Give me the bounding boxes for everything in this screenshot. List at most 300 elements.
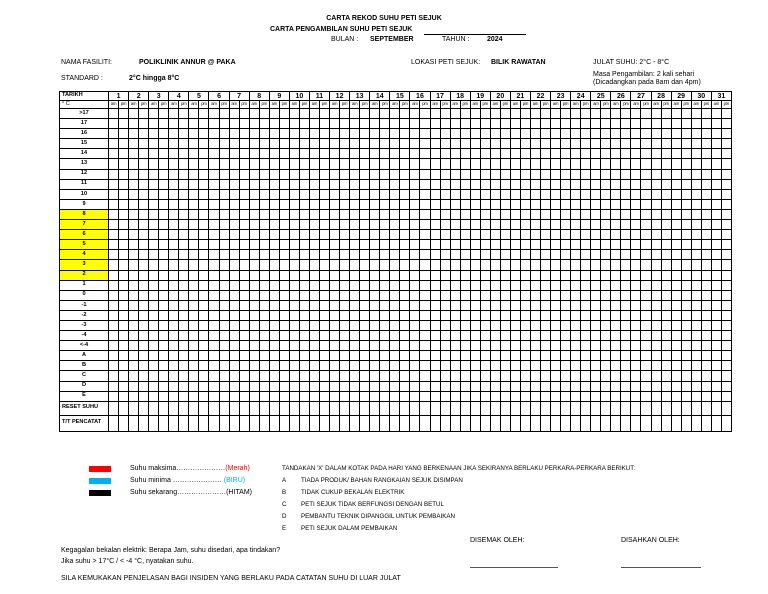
grid-cell[interactable] (410, 209, 420, 219)
grid-cell[interactable] (450, 119, 460, 129)
grid-cell[interactable] (189, 270, 199, 280)
grid-cell[interactable] (571, 139, 581, 149)
grid-cell[interactable] (360, 209, 370, 219)
grid-cell[interactable] (269, 371, 279, 381)
grid-cell[interactable] (601, 109, 611, 119)
grid-cell[interactable] (551, 310, 561, 320)
grid-cell[interactable] (370, 240, 380, 250)
grid-cell[interactable] (480, 381, 490, 391)
grid-cell[interactable] (299, 109, 309, 119)
grid-cell[interactable] (309, 415, 319, 431)
grid-cell[interactable] (390, 391, 400, 401)
grid-cell[interactable] (681, 341, 691, 351)
grid-cell[interactable] (360, 240, 370, 250)
grid-cell[interactable] (189, 189, 199, 199)
grid-cell[interactable] (601, 351, 611, 361)
grid-cell[interactable] (541, 270, 551, 280)
grid-cell[interactable] (299, 351, 309, 361)
grid-cell[interactable] (711, 280, 721, 290)
grid-cell[interactable] (631, 129, 641, 139)
grid-cell[interactable] (440, 280, 450, 290)
grid-cell[interactable] (440, 189, 450, 199)
grid-cell[interactable] (561, 129, 571, 139)
grid-cell[interactable] (259, 391, 269, 401)
grid-cell[interactable] (691, 270, 701, 280)
grid-cell[interactable] (129, 189, 139, 199)
grid-cell[interactable] (661, 401, 671, 415)
grid-cell[interactable] (169, 189, 179, 199)
grid-cell[interactable] (420, 290, 430, 300)
grid-cell[interactable] (621, 290, 631, 300)
grid-cell[interactable] (651, 351, 661, 361)
grid-cell[interactable] (219, 119, 229, 129)
grid-cell[interactable] (470, 290, 480, 300)
grid-cell[interactable] (480, 119, 490, 129)
grid-cell[interactable] (390, 199, 400, 209)
grid-cell[interactable] (460, 209, 470, 219)
grid-cell[interactable] (480, 149, 490, 159)
grid-cell[interactable] (319, 250, 329, 260)
grid-cell[interactable] (370, 250, 380, 260)
grid-cell[interactable] (440, 250, 450, 260)
grid-cell[interactable] (259, 300, 269, 310)
grid-cell[interactable] (129, 179, 139, 189)
grid-cell[interactable] (239, 129, 249, 139)
grid-cell[interactable] (480, 270, 490, 280)
grid-cell[interactable] (109, 290, 119, 300)
grid-cell[interactable] (520, 270, 530, 280)
grid-cell[interactable] (199, 199, 209, 209)
grid-cell[interactable] (330, 341, 340, 351)
grid-cell[interactable] (430, 240, 440, 250)
grid-cell[interactable] (691, 169, 701, 179)
grid-cell[interactable] (350, 169, 360, 179)
grid-cell[interactable] (420, 220, 430, 230)
grid-cell[interactable] (450, 351, 460, 361)
grid-cell[interactable] (671, 159, 681, 169)
grid-cell[interactable] (440, 109, 450, 119)
grid-cell[interactable] (330, 310, 340, 320)
grid-cell[interactable] (390, 401, 400, 415)
grid-cell[interactable] (340, 310, 350, 320)
grid-cell[interactable] (711, 290, 721, 300)
grid-cell[interactable] (551, 351, 561, 361)
grid-cell[interactable] (681, 250, 691, 260)
grid-cell[interactable] (279, 129, 289, 139)
grid-cell[interactable] (671, 391, 681, 401)
grid-cell[interactable] (239, 230, 249, 240)
grid-cell[interactable] (510, 119, 520, 129)
grid-cell[interactable] (701, 361, 711, 371)
grid-cell[interactable] (199, 149, 209, 159)
grid-cell[interactable] (289, 310, 299, 320)
grid-cell[interactable] (551, 270, 561, 280)
grid-cell[interactable] (109, 220, 119, 230)
grid-cell[interactable] (701, 341, 711, 351)
grid-cell[interactable] (229, 331, 239, 341)
grid-cell[interactable] (239, 415, 249, 431)
grid-cell[interactable] (189, 351, 199, 361)
grid-cell[interactable] (601, 240, 611, 250)
grid-cell[interactable] (129, 415, 139, 431)
grid-cell[interactable] (520, 250, 530, 260)
grid-cell[interactable] (520, 415, 530, 431)
grid-cell[interactable] (189, 179, 199, 189)
grid-cell[interactable] (571, 320, 581, 330)
grid-cell[interactable] (701, 371, 711, 381)
grid-cell[interactable] (119, 260, 129, 270)
grid-cell[interactable] (571, 361, 581, 371)
grid-cell[interactable] (149, 300, 159, 310)
grid-cell[interactable] (420, 401, 430, 415)
grid-cell[interactable] (450, 109, 460, 119)
grid-cell[interactable] (259, 341, 269, 351)
grid-cell[interactable] (289, 109, 299, 119)
grid-cell[interactable] (440, 341, 450, 351)
grid-cell[interactable] (701, 199, 711, 209)
grid-cell[interactable] (159, 240, 169, 250)
grid-cell[interactable] (591, 159, 601, 169)
grid-cell[interactable] (319, 310, 329, 320)
grid-cell[interactable] (279, 260, 289, 270)
grid-cell[interactable] (691, 199, 701, 209)
grid-cell[interactable] (119, 391, 129, 401)
grid-cell[interactable] (299, 220, 309, 230)
grid-cell[interactable] (159, 169, 169, 179)
grid-cell[interactable] (520, 351, 530, 361)
grid-cell[interactable] (299, 270, 309, 280)
grid-cell[interactable] (681, 240, 691, 250)
grid-cell[interactable] (621, 109, 631, 119)
grid-cell[interactable] (259, 199, 269, 209)
grid-cell[interactable] (430, 270, 440, 280)
grid-cell[interactable] (591, 119, 601, 129)
grid-cell[interactable] (330, 250, 340, 260)
grid-cell[interactable] (591, 199, 601, 209)
grid-cell[interactable] (370, 310, 380, 320)
grid-cell[interactable] (440, 310, 450, 320)
grid-cell[interactable] (621, 260, 631, 270)
grid-cell[interactable] (530, 415, 540, 431)
grid-cell[interactable] (249, 240, 259, 250)
grid-cell[interactable] (139, 189, 149, 199)
grid-cell[interactable] (490, 129, 500, 139)
grid-cell[interactable] (340, 341, 350, 351)
grid-cell[interactable] (661, 371, 671, 381)
grid-cell[interactable] (299, 260, 309, 270)
grid-cell[interactable] (319, 139, 329, 149)
grid-cell[interactable] (581, 220, 591, 230)
grid-cell[interactable] (410, 351, 420, 361)
grid-cell[interactable] (279, 209, 289, 219)
grid-cell[interactable] (289, 240, 299, 250)
grid-cell[interactable] (651, 280, 661, 290)
grid-cell[interactable] (410, 270, 420, 280)
grid-cell[interactable] (530, 351, 540, 361)
grid-cell[interactable] (390, 351, 400, 361)
grid-cell[interactable] (530, 119, 540, 129)
grid-cell[interactable] (309, 169, 319, 179)
grid-cell[interactable] (239, 331, 249, 341)
grid-cell[interactable] (350, 320, 360, 330)
grid-cell[interactable] (571, 280, 581, 290)
grid-cell[interactable] (571, 331, 581, 341)
grid-cell[interactable] (209, 331, 219, 341)
grid-cell[interactable] (400, 240, 410, 250)
grid-cell[interactable] (380, 149, 390, 159)
grid-cell[interactable] (309, 149, 319, 159)
grid-cell[interactable] (701, 270, 711, 280)
grid-cell[interactable] (631, 189, 641, 199)
grid-cell[interactable] (601, 320, 611, 330)
grid-cell[interactable] (239, 179, 249, 189)
grid-cell[interactable] (400, 199, 410, 209)
grid-cell[interactable] (621, 159, 631, 169)
grid-cell[interactable] (460, 371, 470, 381)
grid-cell[interactable] (601, 159, 611, 169)
grid-cell[interactable] (279, 139, 289, 149)
grid-cell[interactable] (370, 361, 380, 371)
grid-cell[interactable] (480, 320, 490, 330)
grid-cell[interactable] (681, 351, 691, 361)
grid-cell[interactable] (330, 129, 340, 139)
grid-cell[interactable] (480, 220, 490, 230)
grid-cell[interactable] (390, 189, 400, 199)
grid-cell[interactable] (711, 199, 721, 209)
grid-cell[interactable] (109, 159, 119, 169)
grid-cell[interactable] (641, 189, 651, 199)
grid-cell[interactable] (721, 129, 731, 139)
grid-cell[interactable] (289, 415, 299, 431)
grid-cell[interactable] (330, 351, 340, 361)
grid-cell[interactable] (199, 371, 209, 381)
grid-cell[interactable] (219, 149, 229, 159)
grid-cell[interactable] (239, 290, 249, 300)
grid-cell[interactable] (500, 270, 510, 280)
grid-cell[interactable] (309, 139, 319, 149)
grid-cell[interactable] (541, 179, 551, 189)
grid-cell[interactable] (691, 371, 701, 381)
grid-cell[interactable] (711, 230, 721, 240)
grid-cell[interactable] (360, 331, 370, 341)
grid-cell[interactable] (571, 220, 581, 230)
grid-cell[interactable] (129, 209, 139, 219)
grid-cell[interactable] (420, 341, 430, 351)
grid-cell[interactable] (641, 149, 651, 159)
grid-cell[interactable] (450, 240, 460, 250)
grid-cell[interactable] (149, 199, 159, 209)
grid-cell[interactable] (289, 371, 299, 381)
grid-cell[interactable] (561, 371, 571, 381)
grid-cell[interactable] (641, 280, 651, 290)
grid-cell[interactable] (350, 220, 360, 230)
grid-cell[interactable] (450, 310, 460, 320)
grid-cell[interactable] (189, 260, 199, 270)
grid-cell[interactable] (159, 250, 169, 260)
grid-cell[interactable] (520, 199, 530, 209)
grid-cell[interactable] (360, 415, 370, 431)
grid-cell[interactable] (541, 230, 551, 240)
grid-cell[interactable] (520, 119, 530, 129)
grid-cell[interactable] (330, 119, 340, 129)
grid-cell[interactable] (551, 401, 561, 415)
grid-cell[interactable] (691, 240, 701, 250)
grid-cell[interactable] (350, 179, 360, 189)
grid-cell[interactable] (611, 209, 621, 219)
grid-cell[interactable] (470, 230, 480, 240)
grid-cell[interactable] (671, 189, 681, 199)
grid-cell[interactable] (561, 159, 571, 169)
grid-cell[interactable] (721, 220, 731, 230)
grid-cell[interactable] (259, 119, 269, 129)
grid-cell[interactable] (721, 159, 731, 169)
grid-cell[interactable] (621, 220, 631, 230)
grid-cell[interactable] (159, 401, 169, 415)
grid-cell[interactable] (159, 270, 169, 280)
grid-cell[interactable] (480, 189, 490, 199)
grid-cell[interactable] (350, 250, 360, 260)
grid-cell[interactable] (370, 230, 380, 240)
grid-cell[interactable] (721, 250, 731, 260)
grid-cell[interactable] (189, 139, 199, 149)
grid-cell[interactable] (209, 220, 219, 230)
grid-cell[interactable] (229, 260, 239, 270)
grid-cell[interactable] (470, 401, 480, 415)
grid-cell[interactable] (219, 320, 229, 330)
grid-cell[interactable] (721, 139, 731, 149)
grid-cell[interactable] (239, 169, 249, 179)
grid-cell[interactable] (671, 240, 681, 250)
grid-cell[interactable] (591, 230, 601, 240)
grid-cell[interactable] (611, 230, 621, 240)
grid-cell[interactable] (681, 149, 691, 159)
grid-cell[interactable] (289, 209, 299, 219)
grid-cell[interactable] (480, 300, 490, 310)
grid-cell[interactable] (530, 149, 540, 159)
grid-cell[interactable] (189, 209, 199, 219)
grid-cell[interactable] (591, 179, 601, 189)
grid-cell[interactable] (641, 371, 651, 381)
grid-cell[interactable] (179, 209, 189, 219)
grid-cell[interactable] (169, 220, 179, 230)
grid-cell[interactable] (430, 415, 440, 431)
grid-cell[interactable] (611, 119, 621, 129)
grid-cell[interactable] (119, 270, 129, 280)
grid-cell[interactable] (460, 109, 470, 119)
grid-cell[interactable] (380, 129, 390, 139)
grid-cell[interactable] (179, 240, 189, 250)
grid-cell[interactable] (219, 310, 229, 320)
grid-cell[interactable] (591, 280, 601, 290)
grid-cell[interactable] (269, 149, 279, 159)
grid-cell[interactable] (601, 169, 611, 179)
grid-cell[interactable] (159, 415, 169, 431)
grid-cell[interactable] (400, 391, 410, 401)
grid-cell[interactable] (510, 341, 520, 351)
grid-cell[interactable] (179, 320, 189, 330)
grid-cell[interactable] (470, 381, 480, 391)
grid-cell[interactable] (530, 320, 540, 330)
grid-cell[interactable] (701, 240, 711, 250)
grid-cell[interactable] (309, 391, 319, 401)
grid-cell[interactable] (530, 139, 540, 149)
grid-cell[interactable] (551, 381, 561, 391)
grid-cell[interactable] (380, 119, 390, 129)
grid-cell[interactable] (440, 270, 450, 280)
grid-cell[interactable] (159, 139, 169, 149)
grid-cell[interactable] (330, 290, 340, 300)
grid-cell[interactable] (520, 169, 530, 179)
grid-cell[interactable] (159, 320, 169, 330)
grid-cell[interactable] (129, 401, 139, 415)
grid-cell[interactable] (309, 381, 319, 391)
grid-cell[interactable] (530, 290, 540, 300)
grid-cell[interactable] (169, 351, 179, 361)
grid-cell[interactable] (410, 119, 420, 129)
grid-cell[interactable] (410, 391, 420, 401)
grid-cell[interactable] (420, 119, 430, 129)
grid-cell[interactable] (360, 149, 370, 159)
grid-cell[interactable] (390, 381, 400, 391)
grid-cell[interactable] (129, 361, 139, 371)
grid-cell[interactable] (330, 220, 340, 230)
grid-cell[interactable] (219, 415, 229, 431)
grid-cell[interactable] (239, 280, 249, 290)
grid-cell[interactable] (681, 310, 691, 320)
grid-cell[interactable] (309, 280, 319, 290)
grid-cell[interactable] (239, 351, 249, 361)
grid-cell[interactable] (420, 189, 430, 199)
grid-cell[interactable] (239, 310, 249, 320)
grid-cell[interactable] (199, 280, 209, 290)
grid-cell[interactable] (420, 169, 430, 179)
grid-cell[interactable] (701, 280, 711, 290)
grid-cell[interactable] (621, 391, 631, 401)
grid-cell[interactable] (249, 300, 259, 310)
grid-cell[interactable] (661, 361, 671, 371)
grid-cell[interactable] (360, 260, 370, 270)
grid-cell[interactable] (179, 230, 189, 240)
grid-cell[interactable] (460, 240, 470, 250)
grid-cell[interactable] (420, 361, 430, 371)
grid-cell[interactable] (611, 159, 621, 169)
grid-cell[interactable] (319, 159, 329, 169)
grid-cell[interactable] (480, 351, 490, 361)
grid-cell[interactable] (551, 260, 561, 270)
grid-cell[interactable] (139, 270, 149, 280)
grid-cell[interactable] (541, 119, 551, 129)
grid-cell[interactable] (520, 240, 530, 250)
grid-cell[interactable] (551, 331, 561, 341)
grid-cell[interactable] (561, 119, 571, 129)
grid-cell[interactable] (209, 361, 219, 371)
grid-cell[interactable] (139, 169, 149, 179)
grid-cell[interactable] (611, 220, 621, 230)
grid-cell[interactable] (551, 391, 561, 401)
grid-cell[interactable] (410, 199, 420, 209)
grid-cell[interactable] (500, 391, 510, 401)
grid-cell[interactable] (551, 280, 561, 290)
grid-cell[interactable] (390, 270, 400, 280)
grid-cell[interactable] (149, 189, 159, 199)
grid-cell[interactable] (460, 351, 470, 361)
grid-cell[interactable] (500, 401, 510, 415)
grid-cell[interactable] (390, 341, 400, 351)
grid-cell[interactable] (661, 320, 671, 330)
grid-cell[interactable] (330, 240, 340, 250)
grid-cell[interactable] (289, 280, 299, 290)
grid-cell[interactable] (229, 351, 239, 361)
